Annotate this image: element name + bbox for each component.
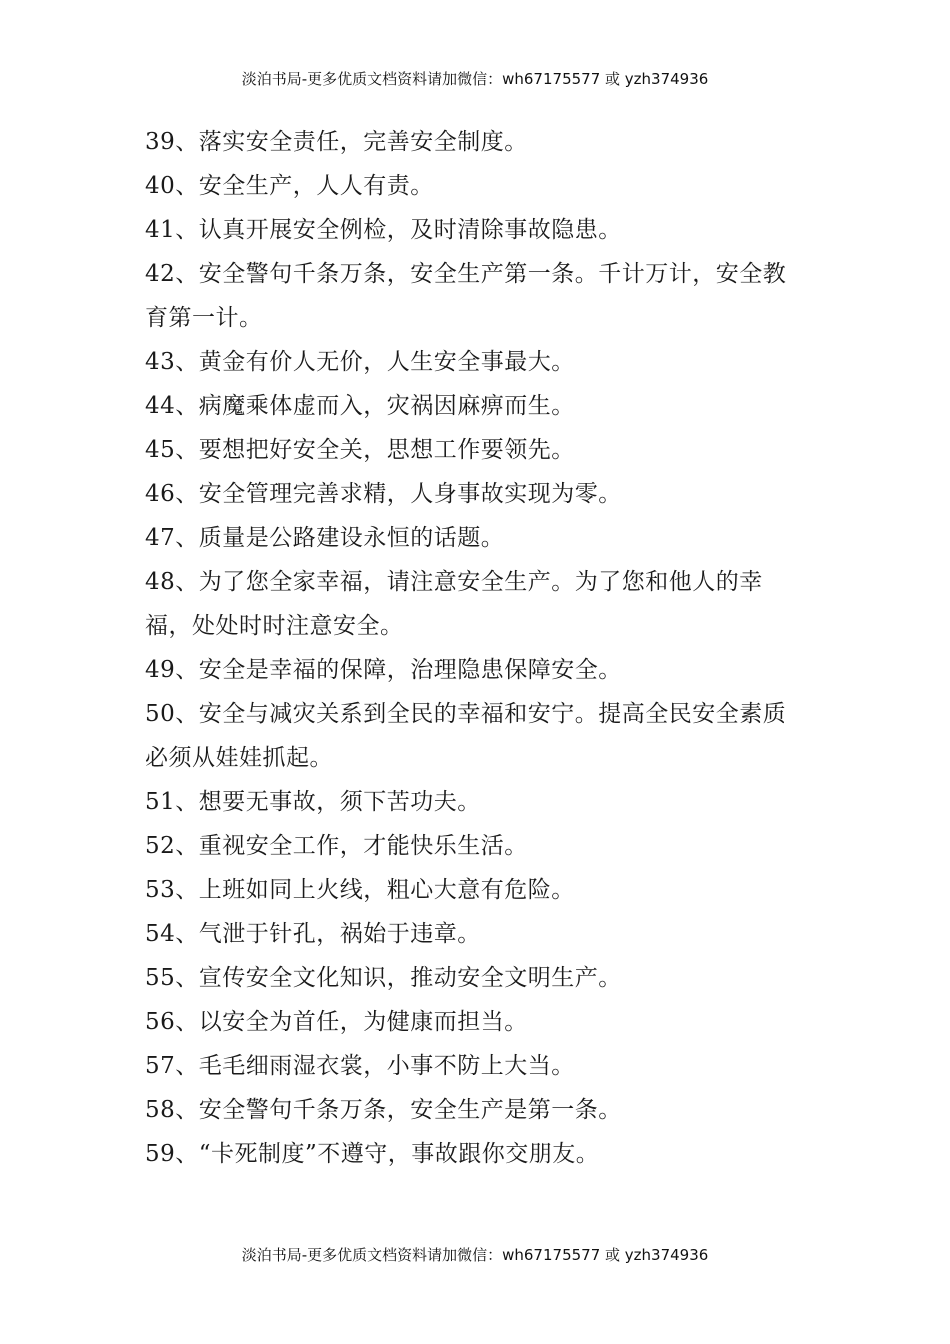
page-header: 淡泊书局-更多优质文档资料请加微信：wh67175577 或 yzh374936 (241, 70, 709, 88)
list-item: 56、以安全为首任，为健康而担当。 (145, 1009, 528, 1035)
list-item: 39、落实安全责任，完善安全制度。 (145, 129, 528, 155)
list-item: 49、安全是幸福的保障，治理隐患保障安全。 (145, 657, 622, 683)
list-item: 58、安全警句千条万条，安全生产是第一条。 (145, 1097, 622, 1123)
list-item: 46、安全管理完善求精，人身事故实现为零。 (145, 481, 622, 507)
page-footer: 淡泊书局-更多优质文档资料请加微信：wh67175577 或 yzh374936 (241, 1246, 709, 1264)
list-item: 54、气泄于针孔，祸始于违章。 (145, 921, 481, 947)
list-item: 50、安全与减灾关系到全民的幸福和安宁。提高全民安全素质必须从娃娃抓起。 (145, 701, 787, 771)
list-item: 42、安全警句千条万条，安全生产第一条。千计万计，安全教育第一计。 (145, 261, 787, 331)
slogan-list (145, 120, 795, 1176)
list-item: 55、宣传安全文化知识，推动安全文明生产。 (145, 965, 622, 991)
list-item: 45、要想把好安全关，思想工作要领先。 (145, 437, 575, 463)
list-item: 43、黄金有价人无价，人生安全事最大。 (145, 349, 575, 375)
list-item: 57、毛毛细雨湿衣裳，小事不防上大当。 (145, 1053, 575, 1079)
list-item: 40、安全生产，人人有责。 (145, 173, 434, 199)
list-item: 51、想要无事故，须下苦功夫。 (145, 789, 481, 815)
list-item: 53、上班如同上火线，粗心大意有危险。 (145, 877, 575, 903)
list-item: 59、“卡死制度”不遵守，事故跟你交朋友。 (145, 1141, 600, 1167)
list-item: 41、认真开展安全例检，及时清除事故隐患。 (145, 217, 622, 243)
list-item: 52、重视安全工作，才能快乐生活。 (145, 833, 528, 859)
list-item: 44、病魔乘体虚而入，灾祸因麻痹而生。 (145, 393, 575, 419)
list-item: 48、为了您全家幸福，请注意安全生产。为了您和他人的幸福，处处时时注意安全。 (145, 569, 763, 639)
list-item: 47、质量是公路建设永恒的话题。 (145, 525, 505, 551)
